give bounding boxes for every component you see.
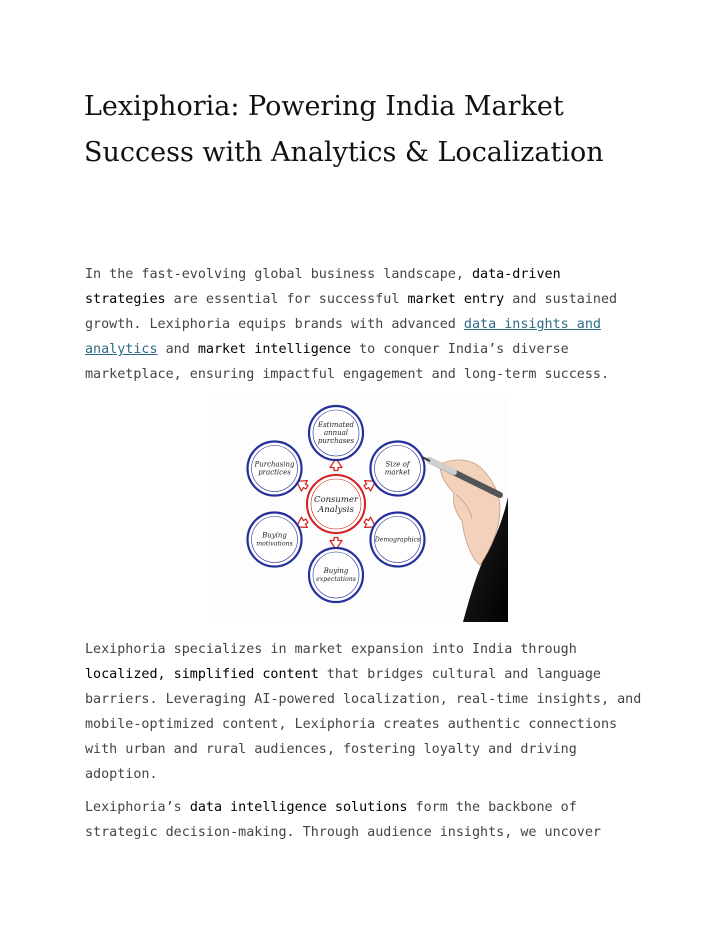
intro-text-5: to conquer India’s diverse marketplace, ensuring impactful engagement and long-term success. xyxy=(85,342,610,382)
intro-text-2: are essential for successful xyxy=(165,292,408,307)
node-label: market xyxy=(384,468,411,477)
intro-paragraph xyxy=(85,262,645,387)
consumer-analysis-figure xyxy=(208,397,508,622)
center-label: Consumer xyxy=(313,495,359,505)
node-label: Buying xyxy=(323,567,349,575)
intelligence-paragraph xyxy=(85,795,645,845)
intro-text-1: In the fast-evolving global business landscape, xyxy=(85,267,472,282)
data-insights-link[interactable]: data insights and analytics xyxy=(85,317,601,357)
intro-bold-2: market entry xyxy=(407,292,505,307)
node-label: motivations xyxy=(256,540,293,548)
para3-text-2: form the backbone of strategic decision-making. Through audience insights, we uncover xyxy=(85,800,601,840)
hand-with-pen-illustration xyxy=(422,457,508,622)
para2-bold-1: localized, simplified content xyxy=(85,667,319,682)
node-label: Purchasing xyxy=(254,460,295,469)
expansion-paragraph xyxy=(85,637,645,787)
node-label: Buying xyxy=(262,531,287,540)
node-label: annual xyxy=(323,429,349,437)
node-circle xyxy=(309,548,363,602)
para2-text-1: Lexiphoria specializes in market expansion into India through xyxy=(85,642,577,657)
center-label: Analysis xyxy=(318,505,354,515)
para3-bold-1: data intelligence solutions xyxy=(189,800,408,815)
para3-text-1: Lexiphoria’s xyxy=(85,800,190,815)
page-title: Lexiphoria: Powering India Market Success with Analytics & Localization xyxy=(84,91,604,168)
para2-text-2: that bridges cultural and language barriers. Leveraging AI-powered localization, real-time insights, and mobile-optimized content, Lexiphoria creates authentic connections with urban and rural audiences, fostering loyalty and driving adoption. xyxy=(85,667,642,782)
consumer-analysis-diagram xyxy=(208,397,508,622)
node-circle xyxy=(248,513,302,567)
node-label: Demographics xyxy=(374,536,421,544)
node-label: Estimated xyxy=(317,421,355,429)
intro-text-3: and sustained growth. Lexiphoria equips brands with advanced xyxy=(85,292,618,332)
node-label: practices xyxy=(258,468,291,477)
intro-text-4: and xyxy=(157,342,198,357)
diagram-center xyxy=(307,475,365,533)
intro-bold-1: data-driven strategies xyxy=(85,267,561,307)
node-label: purchases xyxy=(317,437,355,445)
node-label: expectations xyxy=(316,576,356,583)
intro-bold-3: market intelligence xyxy=(197,342,352,357)
node-label: Size of xyxy=(385,460,410,469)
